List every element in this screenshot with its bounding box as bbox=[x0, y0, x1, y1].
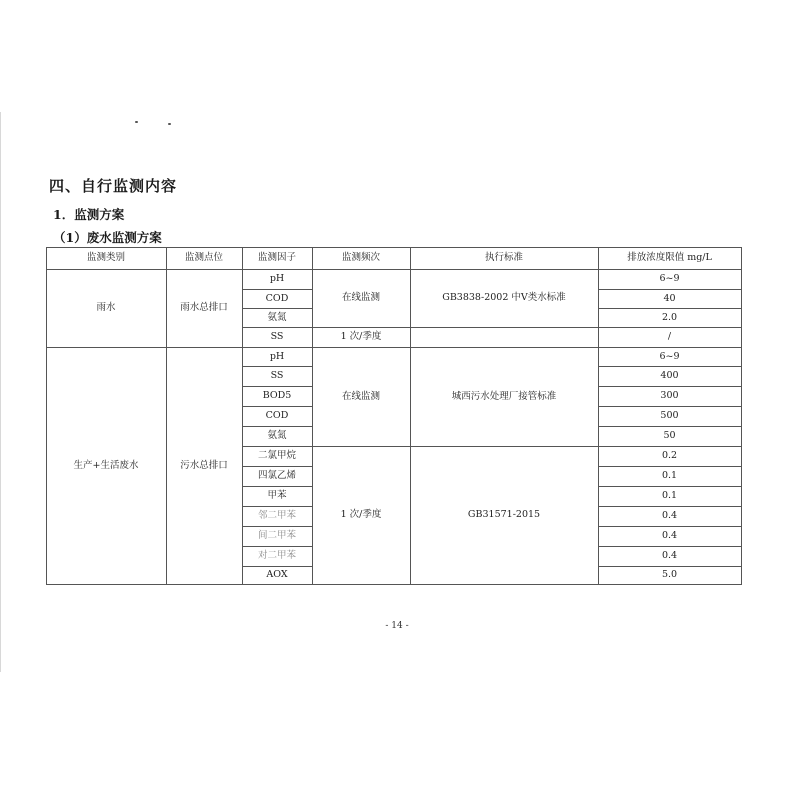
scan-edge-line bbox=[0, 112, 1, 672]
limit-cell: 500 bbox=[660, 410, 679, 422]
factor-cell: AOX bbox=[266, 569, 288, 581]
factor-cell: 二氯甲烷 bbox=[257, 450, 296, 462]
factor-cell: SS bbox=[270, 370, 284, 382]
frequency-cell: 在线监测 bbox=[341, 292, 380, 304]
scan-speck bbox=[168, 123, 171, 125]
factor-cell: 氨氮 bbox=[267, 311, 287, 323]
limit-cell: 0.4 bbox=[661, 530, 678, 542]
category-cell: 雨水 bbox=[96, 302, 116, 314]
limit-cell: 0.1 bbox=[661, 490, 678, 502]
standard-cell: GB31571-2015 bbox=[467, 509, 541, 521]
factor-cell: 氨氮 bbox=[267, 430, 287, 442]
standard-cell: 城西污水处理厂接管标准 bbox=[451, 390, 557, 402]
limit-cell: 0.2 bbox=[661, 450, 678, 462]
column-header: 执行标准 bbox=[484, 252, 523, 264]
factor-cell: 邻二甲苯 bbox=[257, 510, 296, 522]
factor-cell: pH bbox=[269, 350, 285, 362]
table-caption: （1）废水监测方案 bbox=[53, 230, 162, 245]
frequency-cell: 在线监测 bbox=[341, 390, 380, 402]
factor-cell: COD bbox=[265, 410, 289, 422]
limit-cell: / bbox=[667, 331, 672, 343]
factor-cell: 对二甲苯 bbox=[257, 550, 296, 562]
table-border-bottom bbox=[46, 584, 742, 585]
factor-cell: pH bbox=[269, 273, 285, 285]
limit-cell: 5.0 bbox=[661, 569, 678, 581]
factor-cell: 甲苯 bbox=[267, 490, 287, 502]
category-cell: 生产+生活废水 bbox=[73, 459, 139, 471]
limit-cell: 400 bbox=[660, 370, 679, 382]
frequency-cell: 1 次/季度 bbox=[340, 509, 382, 521]
frequency-cell: 1 次/季度 bbox=[340, 331, 382, 343]
factor-cell: COD bbox=[265, 292, 289, 304]
factor-cell: SS bbox=[270, 331, 284, 343]
limit-cell: 0.4 bbox=[661, 550, 678, 562]
limit-cell: 40 bbox=[663, 292, 676, 304]
column-line bbox=[741, 247, 742, 585]
limit-cell: 6~9 bbox=[659, 273, 680, 285]
column-header: 监测类别 bbox=[86, 252, 125, 264]
factor-cell: 四氯乙烯 bbox=[257, 470, 296, 482]
factor-cell: 间二甲苯 bbox=[257, 530, 296, 542]
limit-cell: 0.1 bbox=[661, 470, 678, 482]
scan-speck bbox=[135, 121, 138, 123]
limit-cell: 300 bbox=[660, 390, 679, 402]
column-header: 监测频次 bbox=[341, 252, 380, 264]
limit-cell: 0.4 bbox=[661, 510, 678, 522]
standard-cell: GB3838-2002 中Ⅴ类水标准 bbox=[442, 292, 566, 304]
factor-cell: BOD5 bbox=[262, 390, 292, 402]
column-header: 排放浓度限值 mg/L bbox=[627, 252, 712, 264]
limit-cell: 2.0 bbox=[661, 311, 678, 323]
page-number: - 14 - bbox=[385, 621, 409, 631]
limit-cell: 50 bbox=[663, 430, 676, 442]
section-title: 四、自行监测内容 bbox=[49, 177, 178, 195]
monitoring-point-cell: 污水总排口 bbox=[180, 459, 228, 471]
limit-cell: 6~9 bbox=[659, 350, 680, 362]
column-header: 监测因子 bbox=[257, 252, 296, 264]
column-header: 监测点位 bbox=[184, 252, 223, 264]
monitoring-point-cell: 雨水总排口 bbox=[180, 302, 228, 314]
subsection-title: 1．监测方案 bbox=[53, 207, 125, 222]
